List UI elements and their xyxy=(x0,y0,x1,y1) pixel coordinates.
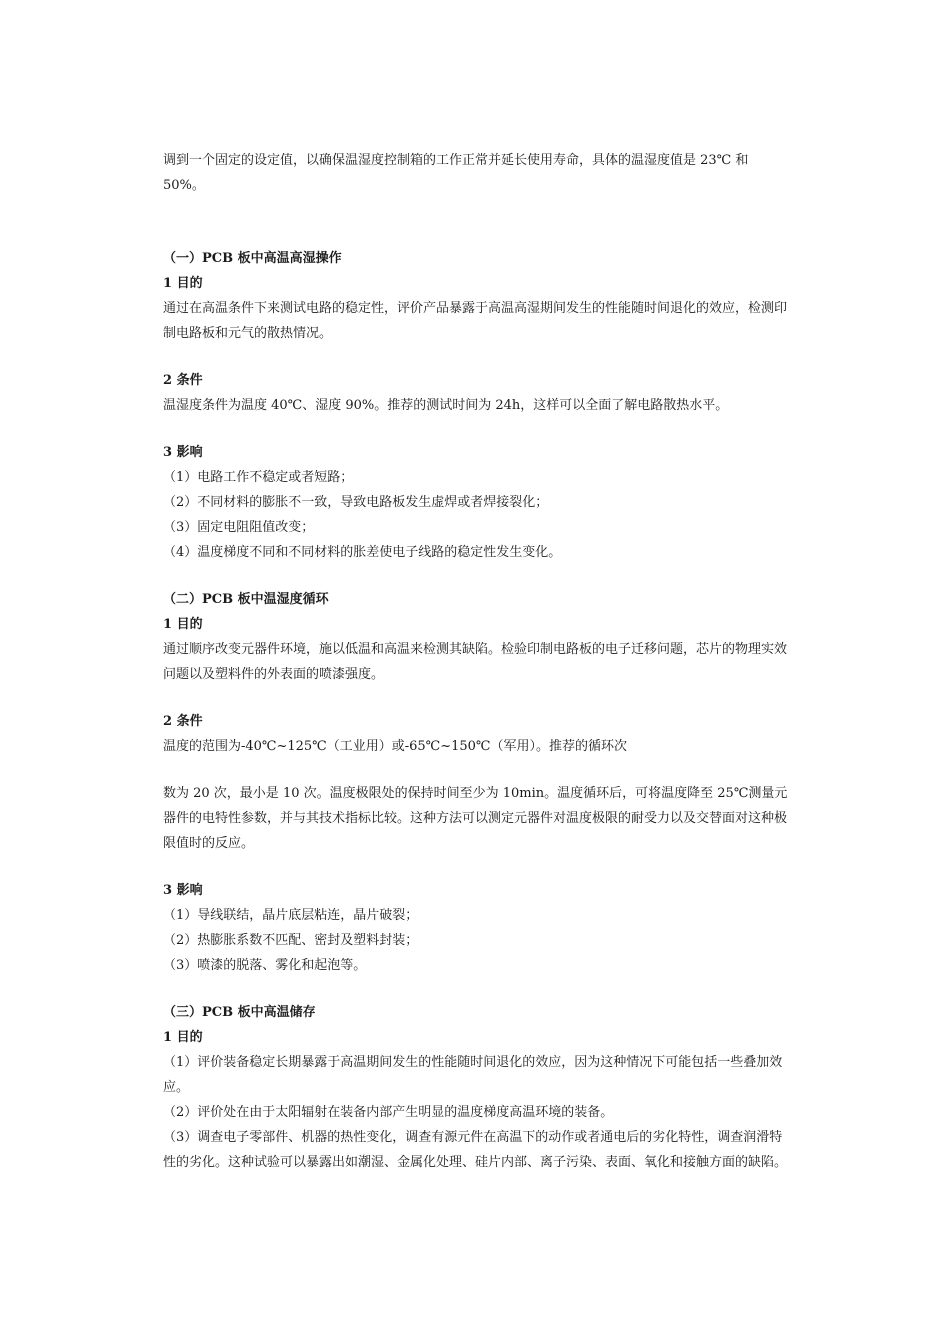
section-1-purpose-text: 通过在高温条件下来测试电路的稳定性，评价产品暴露于高温高湿期间发生的性能随时间退化的效应，检测印制电路板和元气的散热情况。 xyxy=(163,301,788,341)
section-3-title: （三）PCB 板中高温储存 xyxy=(163,1005,316,1020)
section-2-title: （二）PCB 板中温湿度循环 xyxy=(163,592,329,607)
section-1-title: （一）PCB 板中高温高湿操作 xyxy=(163,251,342,266)
section-3-purpose-heading: 1 目的 xyxy=(163,1030,203,1045)
section-3-purpose-item: （1）评价装备稳定长期暴露于高温期间发生的性能随时间退化的效应，因为这种情况下可能包括一些叠加效应。 xyxy=(163,1055,783,1095)
section-2-condition-heading: 2 条件 xyxy=(163,714,203,729)
section-3-purpose-item: （2）评价处在由于太阳辐射在装备内部产生明显的温度梯度高温环境的装备。 xyxy=(163,1105,614,1120)
section-1-impact-item: （1）电路工作不稳定或者短路； xyxy=(163,470,354,485)
section-2-condition-text-continued: 数为 20 次，最小是 10 次。温度极限处的保持时间至少为 10min。温度循环后，可将温度降至 25℃测量元器件的电特性参数，并与其技术指标比较。这种方法可以测定元器件对温度极限的耐受力以及交替面对这种极限值时的反应。 xyxy=(163,786,788,851)
section-1-impact-item: （4）温度梯度不同和不同材料的胀差使电子线路的稳定性发生变化。 xyxy=(163,545,562,560)
section-2-purpose-text: 通过顺序改变元器件环境，施以低温和高温来检测其缺陷。检验印制电路板的电子迁移问题，芯片的物理实效问题以及塑料件的外表面的喷漆强度。 xyxy=(163,642,788,682)
section-3-purpose-item: （3）调查电子零部件、机器的热性变化，调查有源元件在高温下的动作或者通电后的劣化特性，调查润滑特性的劣化。这种试验可以暴露出如潮湿、金属化处理、硅片内部、离子污染、表面、氧化和接触方面的缺陷。 xyxy=(163,1130,788,1170)
section-1-purpose-heading: 1 目的 xyxy=(163,276,203,291)
section-2-impact-item: （2）热膨胀系数不匹配、密封及塑料封装； xyxy=(163,933,419,948)
spacer xyxy=(163,198,793,246)
section-1-impact-item: （2）不同材料的膨胀不一致，导致电路板发生虚焊或者焊接裂化； xyxy=(163,495,549,510)
section-1-condition-heading: 2 条件 xyxy=(163,373,203,388)
section-1-condition-text: 温湿度条件为温度 40℃、湿度 90%。推荐的测试时间为 24h，这样可以全面了解电路散热水平。 xyxy=(163,398,729,413)
section-2-impact-item: （3）喷漆的脱落、雾化和起泡等。 xyxy=(163,958,367,973)
section-2-condition-text: 温度的范围为-40℃~125℃（工业用）或-65℃~150℃（军用）。推荐的循环次 xyxy=(163,739,627,754)
section-2-impact-heading: 3 影响 xyxy=(163,883,203,898)
section-1-impact-heading: 3 影响 xyxy=(163,445,203,460)
section-2-purpose-heading: 1 目的 xyxy=(163,617,203,632)
document-page xyxy=(163,148,793,1175)
section-1-impact-item: （3）固定电阻阻值改变； xyxy=(163,520,315,535)
intro-paragraph: 调到一个固定的设定值，以确保温湿度控制箱的工作正常并延长使用寿命，具体的温湿度值是 23℃ 和 50%。 xyxy=(163,153,749,193)
section-2-impact-item: （1）导线联结，晶片底层粘连，晶片破裂； xyxy=(163,908,419,923)
